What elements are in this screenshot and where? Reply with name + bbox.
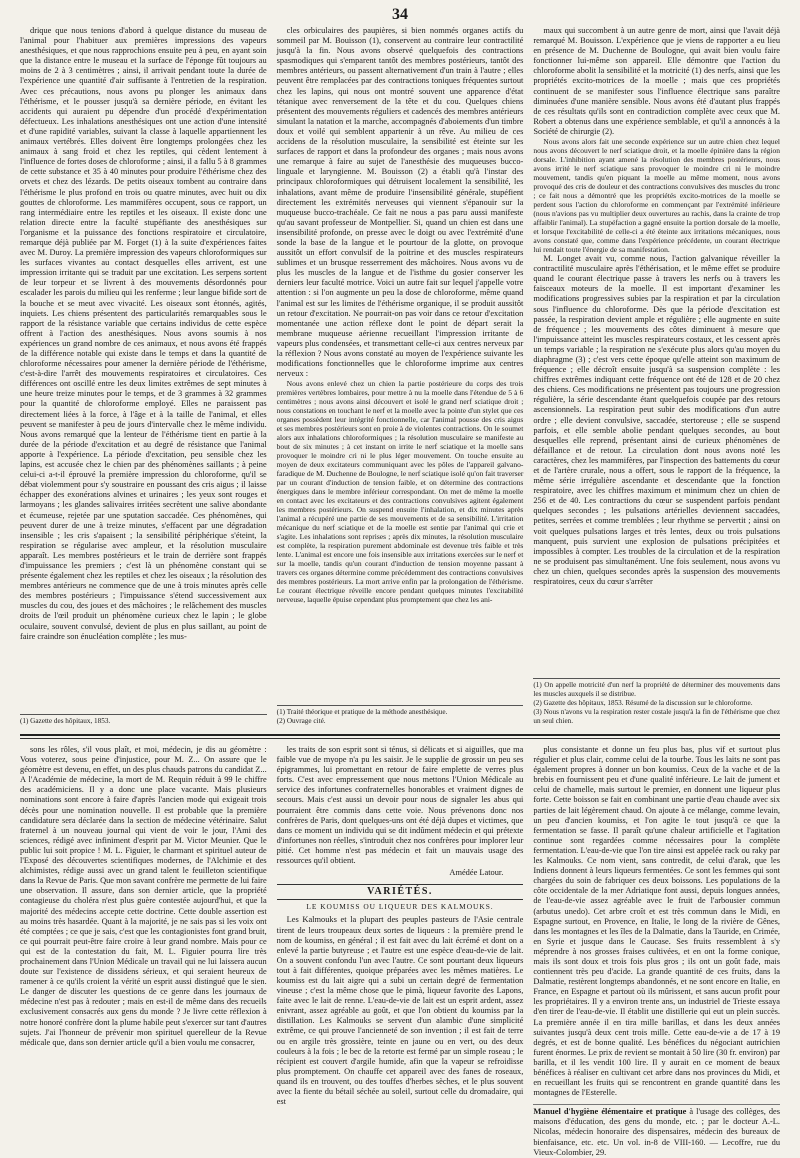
bottom-col3-text: plus consistante et donne un feu plus bas, plus vif et surtout plus régulier et plus clair, comme celui de la tourbe. Tous les laits ne sont pas également propres à donner un bon koumiss. Ceux de la vache et de la brebis en fournissent peu et d'une qualité inférieure. Le lait de jument et celui de chamelle, mais surtout le premier, en donnent une liqueur plus forte. Cette boisson se fait en combinant une partie d'eau chaude avec six parties de lait légèrement chaud. On ajoute à ce mélange, comme levain, un peu d'ancien koumiss, et l'on agite le tout jusqu'à ce que la fermentation se fasse. Il paraît qu'une chaleur artificielle et l'agitation continue sont regardées comme nécessaires pour la complète fermentation. L'eau-de-vie que l'on tire ainsi est appelée rack ou raky par les Kalmouks. Ce nom vient, sans contredit, de celui d'arak, que les Indiens donnent à leurs liqueurs fermentées. Ce sont les femmes qui sont chargées du soin de fabriquer ces deux boissons. Les populations de la côte occidentale de la mer Adriatique font aussi, depuis longues années, de l'eau-de-vie assez agréable avec le fruit de l'arbousier commun (arbutus unedo). Cet arbre croît et est très commun dans le Midi, en Espagne surtout, en Provence, en Italie, le long de la rivière de Gênes, dans les montagnes et les îles de la Dalmatie, dans la Tauride, en Crimée, en Syrie et jusque dans le Caucase. Ses fruits ressemblent à s'y méprendre à nos grosses fraises cultivées, et en ont la forme conique, mais ils sont doux et trois fois plus gros ; ils ont un goût fade, mais contiennent très peu d'acide. La grande quantité de ces fruits, dans la Dalmatie, restèrent longtemps abandonnés, et ne sont encore en Italie, en France, en Espagne et partout où ils mûrissent, et sans aucun profit pour les propriétaires. Il y a environ trente ans, un industriel de Trieste essaya d'en tirer de l'eau-de-vie. Il établit une distillerie qui eut un plein succès. La première année il en tira mille barillas, et dans les deux années suivantes jusqu'à deux cent trois mille. Cette eau-de-vie a de 17 à 19 degrés, et est de bonne qualité. Les bénéfices du négociant autrichien furent énormes. Le prix de revient se montait à 50 lire (30 fr. environ) par barilla, et il les vendit 100 lire. Il y aurait en ce moment de beaux bénéfices à réaliser en cultivant cet arbre dans nos provinces du Midi, et en recueillant les fruits qui se rencontrent en grande quantité dans les montagnes de l'Esterelle. bbox=[533, 745, 781, 1098]
bottom-col2-text: les traits de son esprit sont si ténus, si délicats et si aiguilles, que ma faible vue de myope n'a pu les saisir. Je le supplie de grossir un peu ses épigrammes, lui promettant en retour de faire emplette de verres plus forts. C'est avec empressement que nous mettons l'Union Médicale au service des infortunes confraternelles honorables et vraiment dignes de secours. Mais c'est aussi un devoir pour nous de signaler les abus qui pourraient être commis dans cette voie. Nous prévenons donc nos confrères de Paris, dont quelques-uns ont été déjà dupes et victimes, que dans ce moment un individu qui se dit indûment médecin et qui prétexte d'infortunes non réelles, s'introduit chez nos confrères pour implorer leur pitié. Cet homme n'est pas médecin et fait un mauvais usage des ressources qu'il obtient. bbox=[276, 745, 524, 866]
author-signature: Amédée Latour. bbox=[449, 868, 504, 878]
bottom-col2-article-text: Les Kalmouks et la plupart des peuples pasteurs de l'Asie centrale tirent de leurs troupeaux deux sortes de liqueurs : la première prend le nom de koumiss, en général ; il est fait avec du lait écrémé et dont on a enlevé la partie butyreuse ; et l'autre est une espèce d'eau-de-vie de lait. On a souvent confondu l'un avec l'autre. Ce sont pourtant deux liqueurs tout à fait différentes, quoique préparées avec les mêmes matières. Le koumiss est du lait aigre qui a subi un certain degré de fermentation vineuse ; c'est la même chose que le pimà, liqueur favorite des Lapons, faite avec le lait de renne. L'eau-de-vie de lait est un esprit ardent, assez enivrant, assez agréable au goût, et que l'on obtient du koumiss par la distillation. Les Kalmouks se servent d'un alambic d'une simplicité extrême, ce qui prouve l'ancienneté de son invention ; il est fait de terre ou en argile très grossière, teinte en jaune ou en vert, ou des deux couleurs à la fois ; le bec de la retorte est fermé par un simple roseau ; le récipient est couvert d'argile humide, afin que la vapeur se refroidisse plus promptement. On chauffe cet appareil avec des fanes de roseaux, quand ils en trouvent, ou des touffes d'herbes sèches, et le plus souvent avec la fiente du bétail séchée au soleil, surtout celle du dromadaire, qui est bbox=[276, 915, 524, 1107]
top-col2-footnotes bbox=[277, 705, 524, 726]
footnote: (3) Nous n'avons vu la respiration rester costale jusqu'à la fin de l'éthérisme que chez un seul chien. bbox=[533, 708, 781, 725]
top-column-2 bbox=[277, 26, 524, 726]
feuilleton bbox=[20, 745, 781, 1157]
bottom-column-1 bbox=[20, 745, 267, 1115]
section-divider bbox=[20, 734, 780, 736]
top-col2-text: cles orbiculaires des paupières, si bien nommés organes actifs du sommeil par M. Bouisson (1), conservent au contraire leur contractilité jusqu'à la fin. Nous avons observé quelquefois des contractions spasmodiques qui s'emparent tantôt des membres postérieurs, tantôt des membres antérieurs, ou passent alternativement d'un train à l'autre ; elles peuvent être remplacées par des contractions toniques fréquentes surtout chez les lapins, qui nous ont montré souvent une apparence d'état tétanique avec renversement de la tête et du cou. Quelques chiens présentent des mouvements réguliers et cadencés des membres antérieurs simulant la natation et la marche, accompagnés d'aboiements d'un timbre doux et voilé qui semblent appartenir à un rêve. Au milieu de ces accidens de la résolution musculaire, la sensibilité est éteinte sur les surfaces de rapport et dans la profondeur des organes ; mais nous avons une remarque à faire au sujet de l'anesthésie des muqueuses bucco-linguale et laryngienne. M. Bouisson (2) a établi qu'à l'instar des principaux chloroformiques qui détruisent localement la sensibilité, les inhalations, avant même de produire l'insensibilité générale, stupéfient directement les extrémités nerveuses qui viennent s'épanouir sur la muqueuse bucco-trachéale. Ce fait ne nous a pas paru aussi manifeste qu'au savant professeur de Montpellier. Si, quand un chien est dans une insensibilité profonde, on presse avec le doigt ou avec l'extrémité d'une sonde la base de la langue et le pourtour de la glotte, on provoque aussitôt un effort convulsif de la poitrine et des muscles respirateurs sublimes et un brusque resserrement des mâchoires. Nous avons vu de plus les muscles de la langue et de l'isthme du gosier conserver les derniers leur faculté motrice. Voici un autre fait sur lequel j'appelle votre attention : si l'on augmente un peu la dose de chloroforme, même quand l'animal est sur les limites de l'éthérisme organique, il se produit aussitôt un retour d'excitation. Ne pourrait-on pas voir dans ce retour d'excitation momentanée une action réflexe dont le point de départ serait la membrane muqueuse aérienne recueillant l'impression irritante de vapeurs plus condensées, et transmettant celle-ci aux centres nerveux par la réflexion ? Nous avons constaté au moyen de l'expérience suivante les modifications fonctionnelles que le chloroforme imprime aux centres nerveux : bbox=[276, 26, 524, 379]
top-col1-text: drique que nous tenions d'abord à quelque distance du museau de l'animal pour l'habituer aux premières impressions des vapeurs anesthésiques, et que nous rapprochions ensuite peu à peu, en ayant soin que la distance entre le museau et la surface de l'éponge fût toujours au moins de 2 à 3 centimètres ; ainsi, il arrivait pendant toute la durée de l'expérience une quantité d'air suffisante à l'entretien de la respiration. Avec ces précautions, nous avons pu plonger les animaux dans l'éthérisme, et le pousser jusqu'à sa dernière période, en évitant les accidents qui auraient pu dépendre d'un procédé d'expérimentation défectueux. Les inhalations anesthésiques ont une action d'une intensité et d'une rapidité variables, suivant la classe à laquelle appartiennent les animaux vertébrés. Elles doivent être longtemps prolongées chez les animaux à sang froid et chez les reptiles, qui cèdent lentement à l'influence de fortes doses de chloroforme ; ainsi, il a fallu 5 à 8 grammes de cette substance et 35 à 40 minutes pour produire l'éthérisme chez des orvets et chez des lézards. De petits oiseaux tombent au contraire dans l'éthérisme le plus profond en trois ou quatre minutes, avec huit ou dix gouttes de chloroforme. Les mammifères occupent, sous ce rapport, un rang intermédiaire entre les reptiles et les oiseaux. Il existe donc une relation directe entre la faculté stupéfiante des anesthésiques sur l'organisme et la puissance des fonctions respiratoire et circulatoire, remarque déjà publiée par M. Forget (1) à la suite d'expériences faites avec M. Duroy. La première impression des vapeurs chloroformiques sur les surfaces vivantes au contact desquelles elles arrivent, est une impression irritante qui se traduit par une excitation. Les serpens sortent de leur torpeur et se livrent à des mouvements désordonnés pour escalader les parois du milieu qui les renferme ; leur langue bifide sort de la bouche et se meut avec vivacité. Les oiseaux sont étonnés, agités, inquiets. Les chiens présentent des particularités remarquables sous le rapport de la résistance variable que certains individus de cette espèce offrent à l'action des anesthésiques. Nous avons soumis à nos expériences un grand nombre de ces animaux, et nous avons été frappés de la différence notable qui existe dans le temps et dans la quantité de chloroforme nécessaires pour amener la dernière période de l'éthérisme, c'est-à-dire l'arrêt des mouvements respiratoires et circulatoires. Ces différences ont oscillé entre les deux limites extrêmes de sept minutes à une heure treize minutes pour le temps, et de 3 grammes à 32 grammes pour la quantité de chloroforme employé. Elles ne paraissent pas directement liées à la force, à l'âge et à la taille de l'animal, et elles peuvent se manifester à peu de jours d'intervalle chez le même individu. Nous avons remarqué que la lenteur de l'éthérisme tient en partie à la durée de la période d'excitation et au degré de résistance que l'animal apporte à l'expérience. La période d'excitation, peu sensible chez les lapins, est accusée chez le chien par des phénomènes saillants ; à peine celui-ci a-t-il éprouvé la première impression du chloroforme, qu'il se débat violemment pour s'y soustraire en poussant des cris aigus ; il laisse échapper des exonérations alvines et urinaires ; les yeux sont rouges et larmoyans ; les glandes salivaires irritées secrètent une salive abondante et écumeuse, rejetée par une sputation saccadée. Ces phénomènes, qui peuvent durer de une à treize minutes, s'effacent par une dégradation insensible ; les cris s'apaisent ; la sensibilité périphérique s'éteint, la respiration se régularise avec ampleur, et la résolution musculaire apparaît. Les membres postérieurs et le train de derrière sont frappés d'impuissance les premiers ; c'est là un phénomène constant qui se présente également chez les reptiles et chez les oiseaux ; la résolution des membres antérieurs ne commence que de une à trois minutes après celle des membres postérieurs ; l'impuissance s'étend successivement aux muscles du cou, des joues et des mâchoires ; le relâchement des muscles droits de l'œil produit un phénomène curieux chez le lapin ; le globe oculaire, souvent convulsé, devient de plus en plus saillant, au point de faire craindre son énucléation complète ; les mus- bbox=[20, 26, 267, 641]
section-divider-thin bbox=[20, 738, 780, 739]
top-column-1 bbox=[20, 26, 267, 726]
footnote: (2) Gazette des hôpitaux, 1853. Résumé de la discussion sur le chloroforme. bbox=[533, 699, 753, 707]
book-title: Manuel d'hygiène élémentaire et pratique bbox=[533, 1107, 687, 1117]
bottom-column-2 bbox=[277, 745, 524, 1115]
top-col2-small-text: Nous avons enlevé chez un chien la partie postérieure du corps des trois premières vertèbres lombaires, pour mettre à nu la moelle dans l'étendue de 5 à 6 centimètres ; nous avons ainsi découvert et isolé le grand nerf sciatique droit ; nous constations en touchant le nerf et la moelle avec la pointe d'un stylet que ces organes possèdent leur intégrité fonctionnelle, car l'animal pousse des cris aigus et ses membres postérieurs sont en proie à de violentes contractions. On le soumet alors aux inhalations chloroformiques ; la résolution musculaire se manifeste au bout de six minutes ; à cet instant on irrite le nerf sciatique et la moelle sans provoquer le moindre cri ni le plus léger mouvement. On touche ensuite au moyen de deux excitateurs communiquant avec les pôles de l'appareil galvano-faradique de M. Duchenne de Boulogne, le nerf sciatique isolé qu'on fait traverser par un courant d'induction de tension faible, et on détermine des contractions énergiques dans le membre inférieur correspondant. On met de même la moelle en contact avec les excitateurs et des contractions convulsives agitent également les membres postérieurs. On suspend ensuite l'inhalation, et dix minutes après l'animal a récupéré une partie de ses mouvements et de sa sensibilité. L'irritation mécanique du nerf sciatique et de la moelle est sentie par l'animal qui crie et s'agite. Les inhalations sont reprises ; après dix minutes, la résolution musculaire est complète, la respiration purement abdominale est devenue très faible et très lente. L'animal est encore une fois insensible aux irritations exercées sur le nerf et sur la moelle, tandis qu'un courant d'induction de tension moyenne passant à travers ces organes détermine comme précédemment des contractions convulsives des membres postérieurs. La mort arrive enfin par la prolongation de l'éthérisme. Le courant électrique réveille encore pendant quelques minutes l'excitabilité nerveuse, laquelle épuise cependant plus promptement que chez les ani- bbox=[276, 379, 524, 605]
footnote: (1) On appelle motricité d'un nerf la propriété de déterminer des mouvements dans les muscles auxquels il se distribue. bbox=[533, 681, 781, 698]
article-subtitle: LE KOUMISS OU LIQUEUR DES KALMOUKS. bbox=[306, 902, 494, 912]
bottom-column-3 bbox=[533, 745, 781, 1157]
top-col1-footnotes bbox=[20, 714, 267, 726]
top-article bbox=[20, 26, 780, 726]
bottom-col1-text: sons les rôles, s'il vous plaît, et moi, médecin, je dis au géomètre : Vous voterez, sous peine d'injustice, pour M. Z... On assure que le géomètre est devenu, en effet, un des plus chauds patrons du candidat Z... A l'Académie de médecine, la mort de M. Requin réduit à 99 le chiffre des académiciens. Il y a donc une place vacante. Mais plusieurs nominations sont encore à faire d'après l'ancien mode qui exigeait trois décès pour une nomination nouvelle. Il est probable que la première candidature sera déclarée dans la section de médecine vétérinaire. Salut fraternel à un nouveau journal qui vient de voir le jour, l'Ami des sciences, rédigé avec infiniment d'esprit par M. Victor Meunier. Que le public lui soit propice ! M. L. Figuier, le charmant et spirituel auteur de l'Exposé des découvertes scientifiques modernes, de l'Alchimie et des alchimistes, rédige aussi avec un grand talent le feuilleton scientifique dans la Revue de Paris. Que mon savant confrère me permette de lui faire une observation. Il assure, dans son dernier article, que la propriété contagieuse du choléra n'est plus guère contestée aujourd'hui, et que la majorité des médecins accepte cette doctrine. Cette double assertion est au moins très hasardée. Quant à la majorité, je ne sais pas si les voix ont été comptées ; ce que je sais, c'est que les contagionistes font grand bruit, ce qui pourrait peut-être faire croire à leur grand nombre. Mais pour ce qui est de la contestation du fait, M. L. Figuier pourra lire très prochainement dans l'Union Médicale un travail qui ne lui laissera aucun doute sur l'existence de dissidens sérieux, et qui seraient heureux de ramener à ce qu'ils croient la vérité un esprit aussi distingué que le sien. Le danger de discuter les questions de ce genre dans les journaux de médecine n'est pas à redouter ; mais en est-il de même dans des recueils exclusivement consacrés aux gens du monde ? Je livre cette réflexion à notre honoré confrère dont la plume habile peut s'exercer sur tant d'autres sujets. J'ai l'honneur de prévenir mon spirituel querelleur de la Revue médicale que, dans son dernier article qu'il a bien voulu me consacrer, bbox=[20, 745, 267, 1047]
book-description: à l'usage des collèges, des maisons d'éducation, des gens du monde, etc. ; par le docteur A.-L. Nicolas, médecin honoraire des dispensaires, médecin des bureaux de bienfaisance, etc. etc. Un vol. in-8 de VIII-160. — Lecoffre, rue du Vieux-Colombier, 29. bbox=[533, 1107, 781, 1157]
top-column-3 bbox=[533, 26, 780, 726]
footnote: (2) Ouvrage cité. bbox=[276, 717, 326, 725]
newspaper-page bbox=[20, 0, 781, 1157]
top-col3-footnotes bbox=[533, 678, 780, 726]
footnote: (1) Gazette des hôpitaux, 1853. bbox=[20, 717, 111, 725]
footnote: (1) Traité théorique et pratique de la méthode anesthésique. bbox=[276, 708, 448, 716]
top-col3-small-text: Nous avons alors fait une seconde expérience sur un autre chien chez lequel nous avons découvert le nerf sciatique droit, et la moelle épinière dans la région dorsale. L'inhibition ayant amené la résolution des membres postérieurs, nous avons irrité le nerf sciatique sans provoquer le moindre cri ni le moindre mouvement, tandis qu'en piquant la moelle au même moment, nous avons provoqué des cris de douleur et des contractions convulsives des muscles du tronc ; ce fait nous a démontré que les propriétés excito-motrices de la moelle se perdent sous l'action du chloroforme en commençant par l'extrémité inférieure (nous n'avions pas vu multiplier deux ouvertures au rachis, dans la crainte de trop affaiblir l'animal). La stupéfaction a gagné ensuite la portion dorsale de la moelle, et lorsque l'excitabilité de celle-ci a été éteinte aux irritations mécaniques, nous avons constaté que, comme dans l'expérience précédente, un courant électrique lui rendait toute l'énergie de sa manifestation. bbox=[533, 137, 781, 255]
book-announcement bbox=[533, 1104, 780, 1157]
top-col3-text: maux qui succombent à un autre genre de mort, ainsi que l'avait déjà remarqué M. Bouisson. L'expérience que je viens de rapporter a eu lieu en présence de M. Duchenne de Boulogne, qui avait bien voulu faire fonctionner lui-même son appareil. Elle démontre que l'action du chloroforme abolit la sensibilité et la motricité (1) des nerfs, ainsi que les propriétés excito-motrices de la moelle ; mais que ces propriétés continuent de se manifester sous l'influence électrique sans paraître diminuées d'une manière sensible. Nous avons été d'autant plus frappés de ces résultats qu'ils sont en contradiction complète avec ceux que M. Robert a obtenus dans une expérience semblable, et qu'il a annoncés à la Société de chirurgie (2). bbox=[533, 26, 781, 136]
page-number: 34 bbox=[392, 6, 408, 23]
section-title: VARIÉTÉS. bbox=[277, 884, 524, 900]
top-col3-text-continued: M. Longet avait vu, comme nous, l'action galvanique réveiller la contractilité musculaire après l'éthérisation, et le même effet se produire quand le courant électrique passe à travers les nerfs ou à travers les faisceaux moteurs de la moelle. Il est important d'examiner les modifications progressives subies par la respiration et par la circulation sous l'influence du chloroforme. Dès que la période d'excitation est passée, la respiration devient ample et régulière ; elle augmente en suite de fréquence ; les mouvements des côtes diminuent à mesure que l'impuissance atteint les muscles respirateurs costaux, et les cessent après un temps variable ; la respiration ne s'exécute plus alors qu'au moyen du diaphragme (3) ; c'est vers cette époque qu'elle atteint son maximum de fréquence ; elle décroît ensuite jusqu'à sa suspension complète : les chiffres extrêmes indiquant cette fréquence ont été de 128 et de 20 chez des chiens. Ces modifications ne présentent pas toujours une progression régulière, la série descendante étant quelquefois coupée par des retours ascensionnels. La respiration peut subir des modifications d'un autre ordre ; elle devient convulsive, saccadée, stertoreuse ; elle se suspend parfois, et elle semble abolie pendant quelques secondes, au bout desquelles elle reprend, présentant ainsi de curieux phénomènes de défaillance et de retour. La circulation dont nous avons noté les caractères, chez les mammifères, par l'inspection des battements du cœur et de l'artère crurale, nous a offert, sous le rapport de la fréquence, la même série irrégulière ascendante et descendante que la fonction respiratoire, avec les chiffres maximum et minimum chez un chien de 256 et de 40. Les contractions du cœur se suspendent parfois pendant quelques secondes ; les pulsations artérielles deviennent saccadées, petites, serrées et comme tremblées ; leur rhythme se pervertit ; ainsi on voit quelques pulsations larges et très lentes, deux ou trois pulsations manquent, puis survient une explosion de pulsations précipitées et impossibles à compter. Les troubles de la circulation et de la respiration ne se produisent pas simultanément. Une fois seulement, nous avons vu chez un chien, quelques secondes après la suspension des mouvements respiratoires, ceux du cœur s'arrêter bbox=[533, 254, 781, 587]
